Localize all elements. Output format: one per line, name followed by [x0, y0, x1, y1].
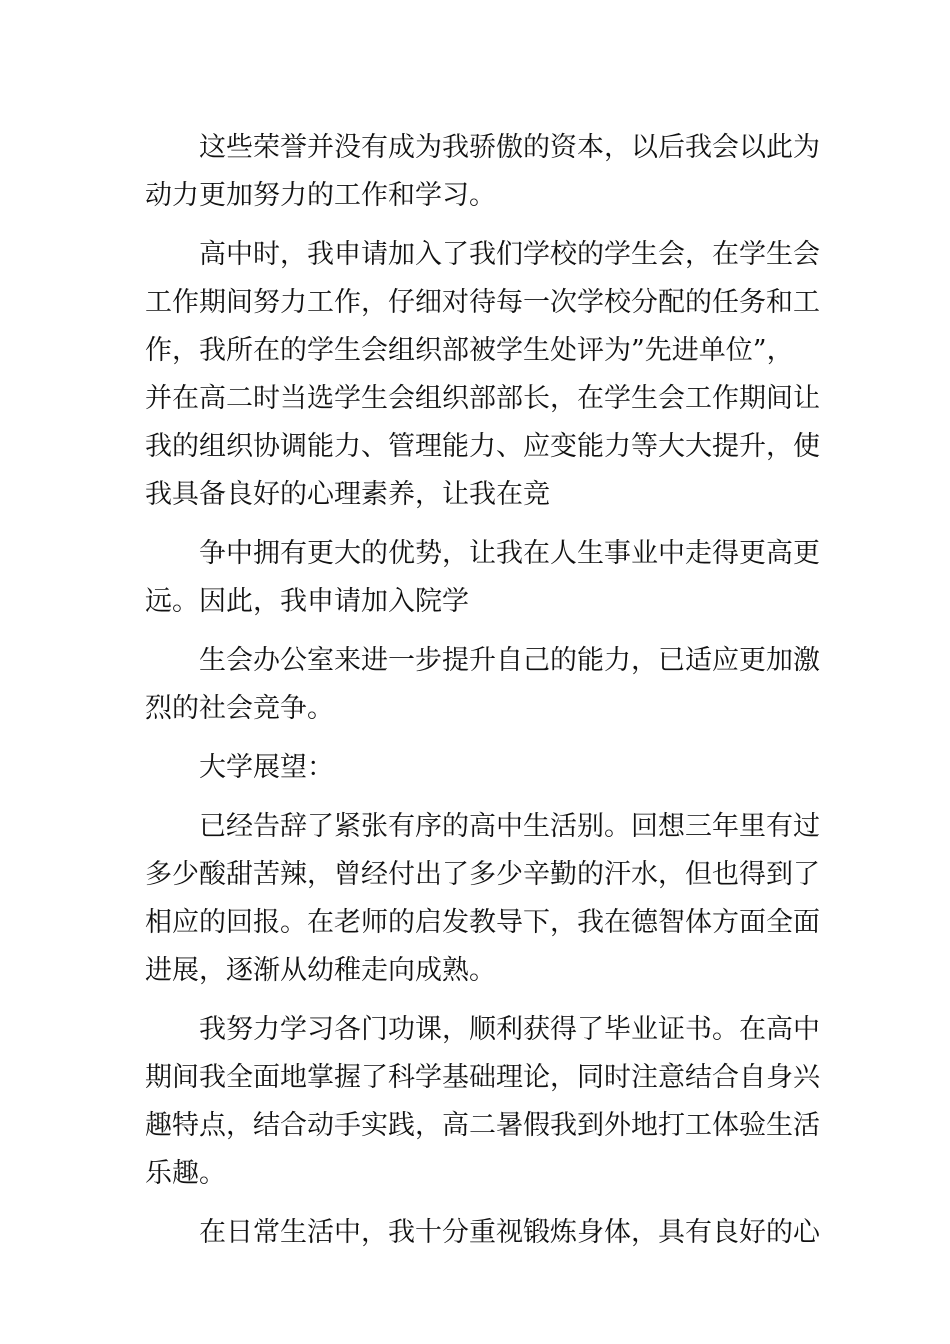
paragraph-3 [145, 530, 820, 626]
text-line: 进展，逐渐从幼稚走向成熟。 [145, 955, 496, 986]
text-line: 远。因此，我申请加入院学 [145, 586, 469, 617]
paragraph-8 [145, 1209, 820, 1257]
paragraph-4 [145, 637, 820, 733]
heading-text: 大学展望： [199, 752, 334, 783]
text-line: 并在高二时当选学生会组织部部长，在学生会工作期间让 [145, 383, 820, 414]
text-line: 作，我所在的学生会组织部被学生处评为”先进单位”， [145, 335, 794, 366]
text-line: 多少酸甜苦辣，曾经付出了多少辛勤的汗水，但也得到了 [145, 859, 820, 890]
text-line: 我努力学习各门功课，顺利获得了毕业证书。在高中 [199, 1014, 820, 1045]
text-line: 我具备良好的心理素养，让我在竞 [145, 479, 550, 510]
paragraph-6 [145, 803, 820, 995]
text-line: 烈的社会竞争。 [145, 693, 334, 724]
section-heading [145, 744, 810, 792]
text-line: 趣特点，结合动手实践，高二暑假我到外地打工体验生活 [145, 1110, 820, 1141]
text-line: 在日常生活中，我十分重视锻炼身体，具有良好的心 [199, 1217, 820, 1248]
text-line: 乐趣。 [145, 1158, 226, 1189]
text-line: 已经告辞了紧张有序的高中生活别。回想三年里有过 [199, 811, 820, 842]
text-line: 相应的回报。在老师的启发教导下，我在德智体方面全面 [145, 907, 820, 938]
paragraph-7 [145, 1006, 820, 1198]
paragraph-2 [145, 231, 820, 519]
text-line: 我的组织协调能力、管理能力、应变能力等大大提升，使 [145, 431, 820, 462]
text-line: 工作期间努力工作，仔细对待每一次学校分配的任务和工 [145, 287, 820, 318]
paragraph-1 [145, 124, 820, 220]
text-line: 期间我全面地掌握了科学基础理论，同时注意结合自身兴 [145, 1062, 820, 1093]
text-line: 生会办公室来进一步提升自己的能力，已适应更加激 [199, 645, 820, 676]
text-line: 高中时，我申请加入了我们学校的学生会，在学生会 [199, 239, 820, 270]
document-body [145, 124, 820, 1268]
text-line: 动力更加努力的工作和学习。 [145, 180, 496, 211]
text-line: 这些荣誉并没有成为我骄傲的资本，以后我会以此为 [199, 132, 820, 163]
text-line: 争中拥有更大的优势，让我在人生事业中走得更高更 [199, 538, 820, 569]
